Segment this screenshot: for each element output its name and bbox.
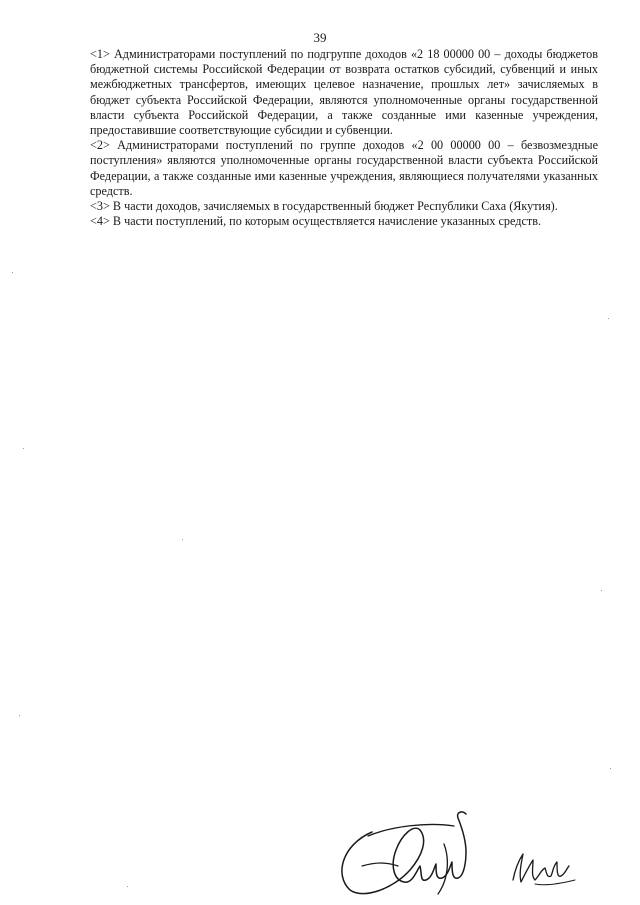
scan-speck [23,448,24,449]
signature-main [332,800,482,900]
footnote-1: <1> Администраторами поступлений по подгруппе доходов «2 18 00000 00 – доходы бюджетов бюджетной системы Российской Федерации от возврата остатков субсидий, субвенций и иных межбюджетных трансфертов, имеющих целевое назначение, прошлых лет» зачисляемых в бюджет субъекта Российской Федерации, являются уполномоченные органы государственной власти субъекта Российской Федерации, а также созданные ими казенные учреждения, предоставившие соответствующие субсидии и субвенции. [90,47,598,138]
scan-speck [127,886,128,887]
scan-speck [19,715,20,716]
scan-speck [610,768,611,769]
footnote-3: <3> В части доходов, зачисляемых в государственный бюджет Республики Саха (Якутия). [90,199,558,214]
scan-speck [601,590,602,591]
footnote-2: <2> Администраторами поступлений по группе доходов «2 00 00000 00 – безвозмездные поступления» являются уполномоченные органы государственной власти субъекта Российской Федерации, а также созданные ими казенные учреждения, являющиеся получателями указанных средств. [90,138,598,198]
signature-secondary [505,846,585,891]
scan-speck [182,539,183,540]
scan-speck [12,272,13,273]
page-number: 39 [313,30,327,45]
footnotes [90,47,598,229]
scan-speck [608,318,609,319]
footnote-4: <4> В части поступлений, по которым осуществляется начисление указанных средств. [90,214,541,229]
